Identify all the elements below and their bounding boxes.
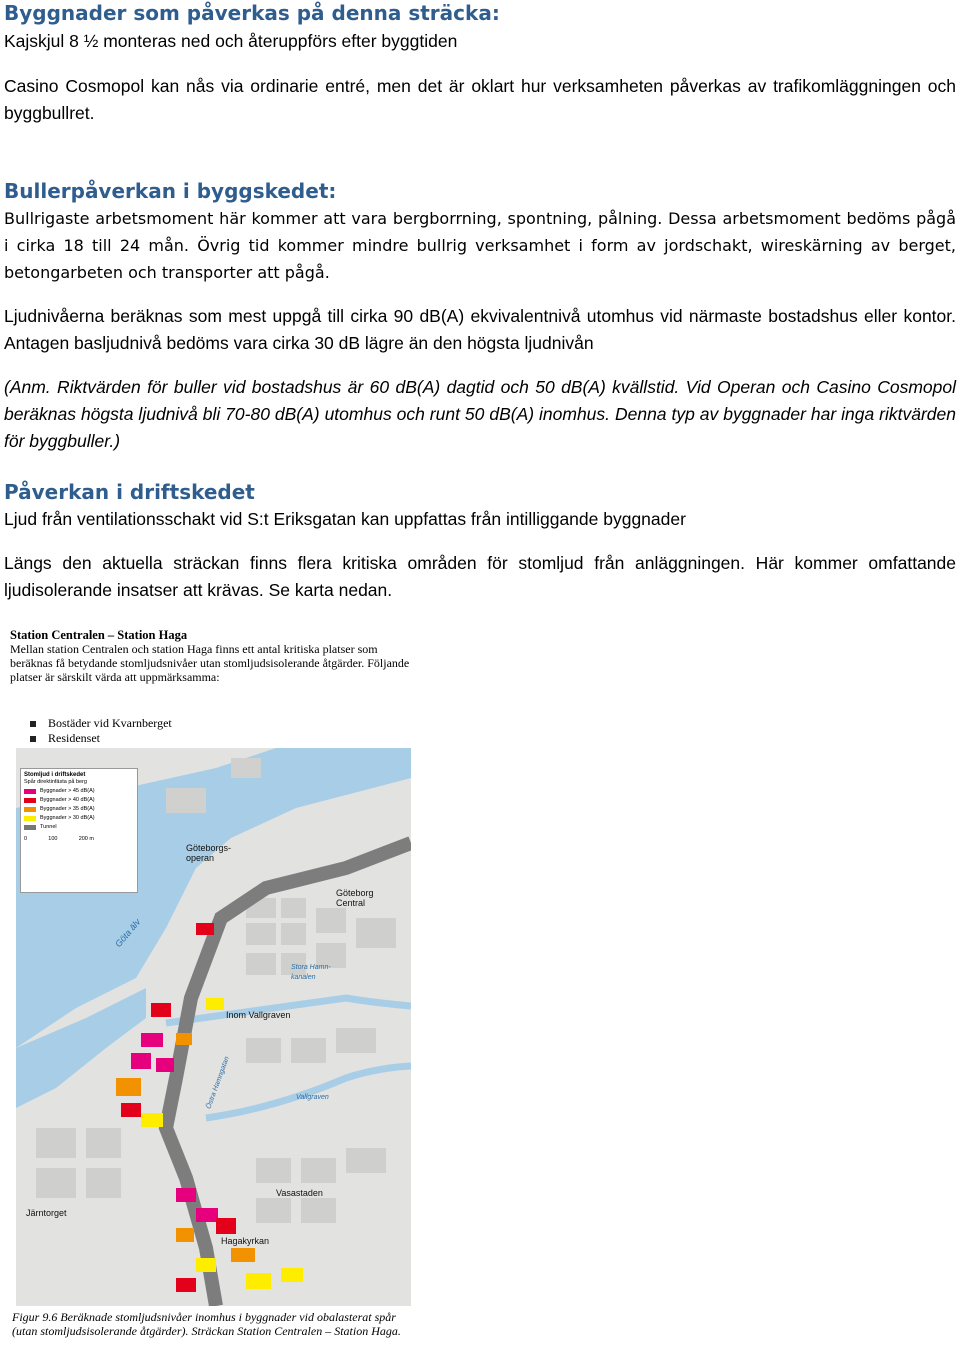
- map-legend: [20, 768, 138, 893]
- legend-label: Byggnader > 35 dB(A): [40, 806, 95, 812]
- bullet-icon: [30, 736, 36, 742]
- pier-block: [231, 758, 261, 778]
- legend-swatch: [24, 825, 36, 830]
- paragraph: Bullrigaste arbetsmoment här kommer att vara bergborrning, spontning, pålning. Dessa arbetsmoment bedöms pågå i cirka 18 till 24 mån. Övrig tid kommer mindre bullrig verksamhet i form av jordschakt, wireskärning av berget, betongarbeten och transporter att pågå.: [4, 209, 956, 282]
- paragraph: Kajskjul 8 ½ monteras ned och återuppförs efter byggtiden: [4, 31, 458, 51]
- map-label: Vallgraven: [296, 1094, 329, 1101]
- noise-map: [16, 748, 411, 1306]
- legend-item: [24, 788, 134, 795]
- bullet-icon: [30, 721, 36, 727]
- list-item: [30, 716, 172, 731]
- legend-label: Byggnader > 40 dB(A): [40, 797, 95, 803]
- map-label: Inom Vallgraven: [226, 1010, 291, 1020]
- map-label: Hagakyrkan: [221, 1236, 270, 1246]
- map-label: Vasastaden: [276, 1188, 323, 1198]
- map-label: Östra Hamngatan: [205, 1055, 231, 1110]
- scale-label: 0: [24, 836, 28, 842]
- section-driftskedet: [4, 478, 956, 604]
- legend-item: [24, 815, 134, 822]
- legend-item: [24, 797, 134, 804]
- legend-swatch: [24, 807, 36, 812]
- figure-map: [10, 628, 415, 1363]
- legend-item: [24, 824, 134, 831]
- legend-label: Byggnader > 45 dB(A): [40, 788, 95, 794]
- paragraph: Casino Cosmopol kan nås via ordinarie entré, men det är oklart hur verksamheten påverkas av trafikomläggningen och byggbullret.: [4, 76, 956, 123]
- legend-item: [24, 806, 134, 813]
- section-heading: Bullerpåverkan i byggskedet:: [4, 179, 337, 203]
- legend-label: Byggnader > 30 dB(A): [40, 815, 95, 821]
- map-label: Göta älv: [113, 916, 143, 950]
- section-heading: Påverkan i driftskedet: [4, 480, 255, 504]
- note-paragraph: (Anm. Riktvärden för buller vid bostadshus är 60 dB(A) dagtid och 50 dB(A) kvällstid. Vid Operan och Casino Cosmopol beräknas högsta ljudnivå bli 70-80 dB(A) utomhus och runt 50 dB(A) inomhus. Denna typ av byggnader har inga riktvärden för byggbuller.): [4, 377, 956, 451]
- pier-block: [166, 788, 206, 813]
- map-label: Järntorget: [26, 1208, 67, 1218]
- legend-label: Tunnel: [40, 824, 57, 830]
- scale-bar: [24, 836, 94, 843]
- paragraph: Ljudnivåerna beräknas som mest uppgå till cirka 90 dB(A) ekvivalentnivå utomhus vid närmaste bostadshus eller kontor. Antagen basljudnivå bedöms vara cirka 30 dB lägre än den högsta ljudnivån: [4, 306, 956, 353]
- list-item-label: Residenset: [48, 731, 100, 745]
- paragraph: Ljud från ventilationsschakt vid S:t Eriksgatan kan uppfattas från intilliggande byggnader: [4, 509, 686, 529]
- list-item-label: Bostäder vid Kvarnberget: [48, 716, 172, 730]
- canal-line: [206, 1066, 411, 1118]
- section-heading: Byggnader som påverkas på denna sträcka:: [4, 1, 500, 25]
- list-item: [30, 731, 172, 746]
- map-label: Göteborgs-operan: [186, 843, 232, 863]
- figure-title: Station Centralen – Station Haga: [10, 628, 188, 642]
- legend-swatch: [24, 798, 36, 803]
- legend-swatch: [24, 789, 36, 794]
- map-label: Göteborg Central: [336, 888, 374, 908]
- section-bullerpaverkan: [4, 177, 956, 455]
- legend-subtitle: Spår direktinfästa på berg: [24, 779, 87, 785]
- scale-label: 200 m: [78, 836, 94, 842]
- section-byggnader: [4, 0, 956, 127]
- figure-intro: Mellan station Centralen och station Haga finns ett antal kritiska platser som beräknas få betydande stomljudsnivåer utan stomljudsisolerande åtgärder. Följande platser är särskilt värda att uppmärksamma:: [10, 642, 410, 684]
- legend-title: Stomljud i driftskedet: [24, 772, 86, 778]
- paragraph: Längs den aktuella sträckan finns flera kritiska områden för stomljud från anläggningen. Här kommer omfattande ljudisolerande insatser att krävas. Se karta nedan.: [4, 553, 956, 600]
- figure-caption: Figur 9.6 Beräknade stomljudsnivåer inomhus i byggnader vid obalasterat spår (utan stomljudsisolerande åtgärder). Sträckan Station Centralen – Station Haga.: [12, 1310, 401, 1338]
- scale-label: 100: [48, 836, 58, 842]
- map-label: Stora Hamn-kanalen: [291, 964, 331, 981]
- legend-swatch: [24, 816, 36, 821]
